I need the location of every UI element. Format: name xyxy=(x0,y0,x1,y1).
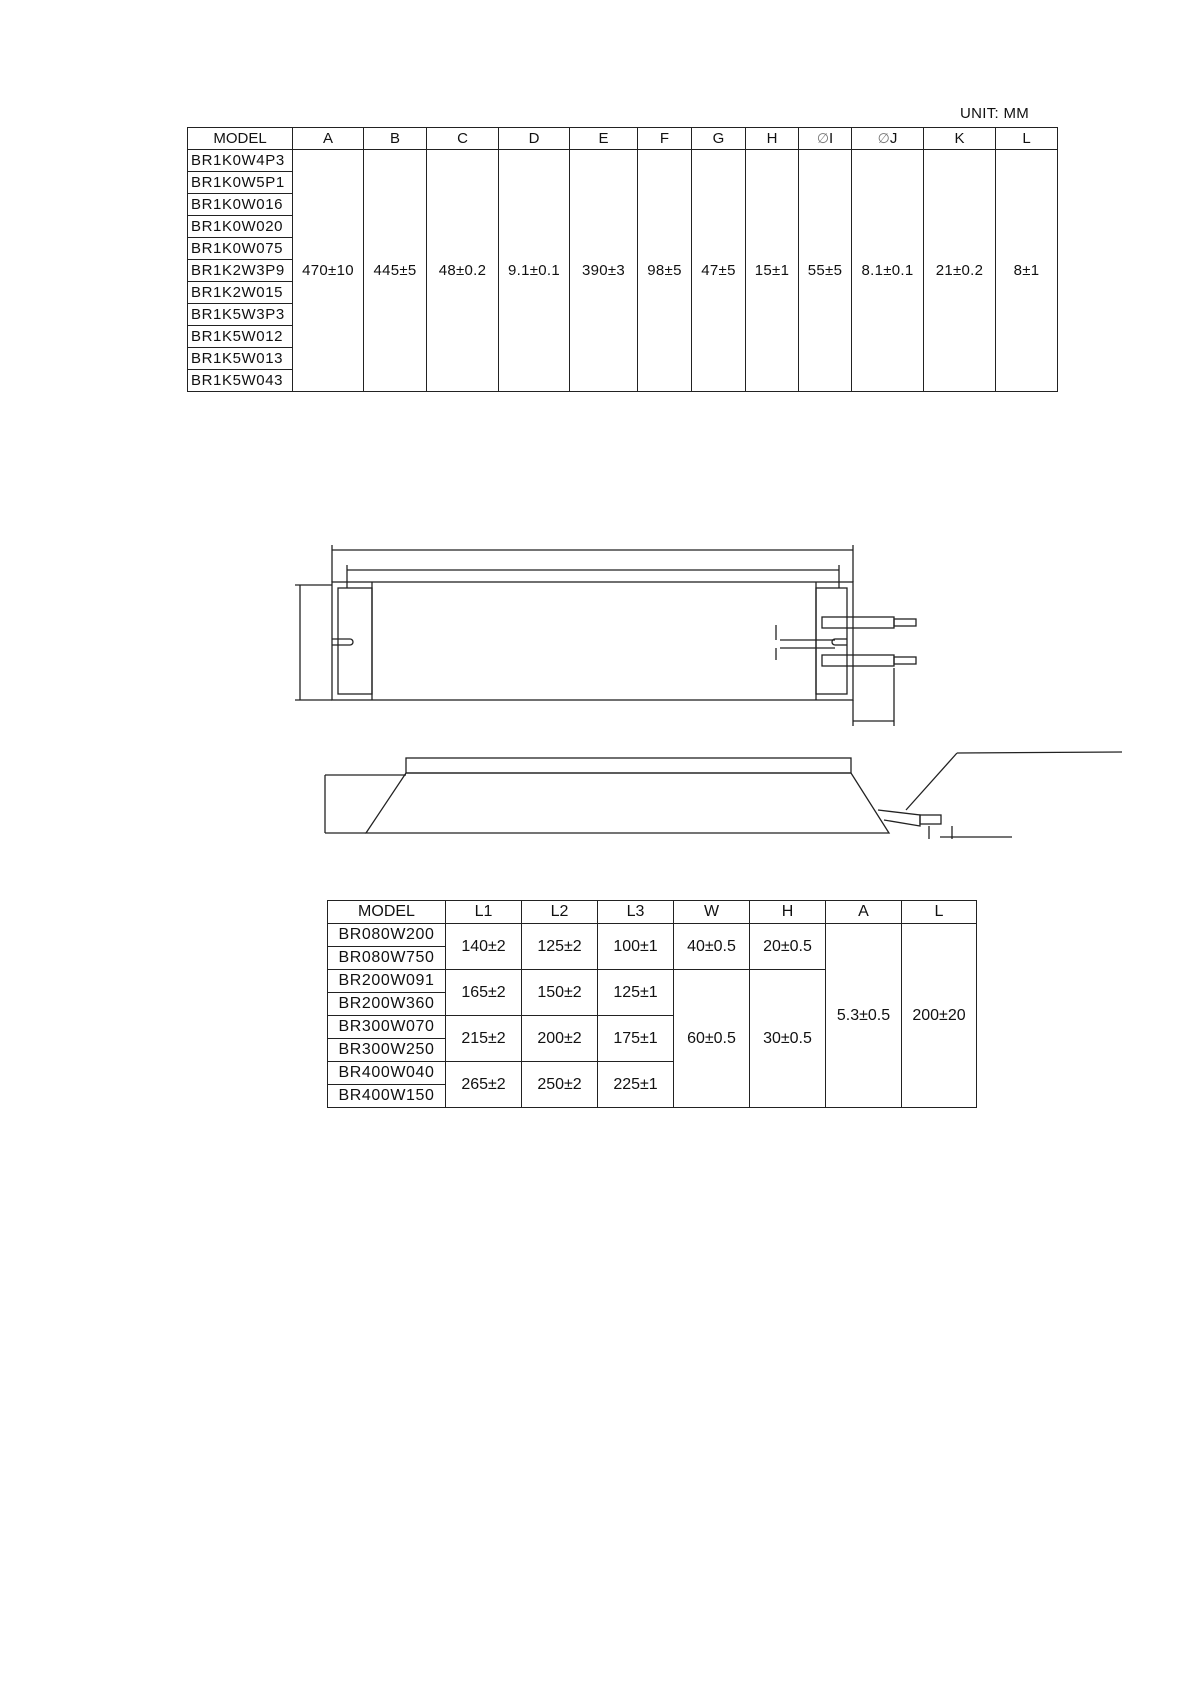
value-a: 470±10 xyxy=(293,150,364,392)
value-b: 445±5 xyxy=(364,150,427,392)
model-cell: BR1K5W043 xyxy=(188,370,293,392)
value-g: 47±5 xyxy=(692,150,746,392)
top-plate xyxy=(406,758,851,773)
value-l2: 150±2 xyxy=(522,970,598,1016)
header-h: H xyxy=(746,128,799,150)
value-l1: 140±2 xyxy=(446,924,522,970)
header-phi-j: ∅J xyxy=(852,128,924,150)
lead-tip-side xyxy=(920,815,941,824)
header-d: D xyxy=(499,128,570,150)
value-e: 390±3 xyxy=(570,150,638,392)
value-l3: 175±1 xyxy=(598,1016,674,1062)
diameter-symbol: ∅ xyxy=(877,130,890,146)
model-cell: BR1K2W015 xyxy=(188,282,293,304)
header-c: C xyxy=(427,128,499,150)
header-e: E xyxy=(570,128,638,150)
value-d: 9.1±0.1 xyxy=(499,150,570,392)
lead-wire-lower xyxy=(822,655,894,666)
value-c: 48±0.2 xyxy=(427,150,499,392)
model-cell: BR300W070 xyxy=(328,1016,446,1039)
model-cell: BR1K0W020 xyxy=(188,216,293,238)
header-model: MODEL xyxy=(188,128,293,150)
value-phi-j: 8.1±0.1 xyxy=(852,150,924,392)
header-h: H xyxy=(750,901,826,924)
value-l3: 100±1 xyxy=(598,924,674,970)
unit-label: UNIT: MM xyxy=(960,105,1030,122)
model-cell: BR200W091 xyxy=(328,970,446,993)
value-a: 5.3±0.5 xyxy=(826,924,902,1108)
value-l1: 265±2 xyxy=(446,1062,522,1108)
value-l: 8±1 xyxy=(996,150,1058,392)
leader-line xyxy=(906,753,957,810)
header-w: W xyxy=(674,901,750,924)
header-l: L xyxy=(902,901,977,924)
spec-table-small-resistors xyxy=(327,900,977,1108)
header-a: A xyxy=(826,901,902,924)
left-slot-end xyxy=(350,639,353,645)
top-view xyxy=(295,545,916,726)
value-l2: 200±2 xyxy=(522,1016,598,1062)
header-l3: L3 xyxy=(598,901,674,924)
header-k: K xyxy=(924,128,996,150)
model-cell: BR1K0W075 xyxy=(188,238,293,260)
value-k: 21±0.2 xyxy=(924,150,996,392)
header-f: F xyxy=(638,128,692,150)
value-w: 40±0.5 xyxy=(674,924,750,970)
header-g: G xyxy=(692,128,746,150)
header-model: MODEL xyxy=(328,901,446,924)
lead-tip-upper xyxy=(894,619,916,626)
diameter-symbol: ∅ xyxy=(816,130,830,146)
value-f: 98±5 xyxy=(638,150,692,392)
header-a: A xyxy=(293,128,364,150)
value-l: 200±20 xyxy=(902,924,977,1108)
left-end-bracket xyxy=(338,588,372,694)
value-l1: 165±2 xyxy=(446,970,522,1016)
model-cell: BR1K0W016 xyxy=(188,194,293,216)
lead-wire-side xyxy=(878,810,920,826)
model-cell: BR080W200 xyxy=(328,924,446,947)
header-l1: L1 xyxy=(446,901,522,924)
header-phi-i: ∅I xyxy=(799,128,852,150)
model-cell: BR300W250 xyxy=(328,1039,446,1062)
lead-wire-upper xyxy=(822,617,894,628)
value-l2: 250±2 xyxy=(522,1062,598,1108)
model-cell: BR1K0W5P1 xyxy=(188,172,293,194)
model-cell: BR1K5W012 xyxy=(188,326,293,348)
table-row xyxy=(328,924,977,947)
model-cell: BR1K0W4P3 xyxy=(188,150,293,172)
model-cell: BR200W360 xyxy=(328,993,446,1016)
value-l1: 215±2 xyxy=(446,1016,522,1062)
header-l: L xyxy=(996,128,1058,150)
model-cell: BR080W750 xyxy=(328,947,446,970)
model-cell: BR1K5W3P3 xyxy=(188,304,293,326)
side-view xyxy=(325,752,1122,839)
value-l3: 125±1 xyxy=(598,970,674,1016)
value-l3: 225±1 xyxy=(598,1062,674,1108)
trapezoid-body xyxy=(366,773,889,833)
value-l2: 125±2 xyxy=(522,924,598,970)
value-h: 20±0.5 xyxy=(750,924,826,970)
header-b: B xyxy=(364,128,427,150)
lead-tip-lower xyxy=(894,657,916,664)
model-cell: BR400W040 xyxy=(328,1062,446,1085)
model-cell: BR1K2W3P9 xyxy=(188,260,293,282)
header-l2: L2 xyxy=(522,901,598,924)
model-cell: BR1K5W013 xyxy=(188,348,293,370)
value-w: 60±0.5 xyxy=(674,970,750,1108)
value-h: 15±1 xyxy=(746,150,799,392)
table-header-row xyxy=(328,901,977,924)
value-h: 30±0.5 xyxy=(750,970,826,1108)
value-phi-i: 55±5 xyxy=(799,150,852,392)
leader-line xyxy=(957,752,1122,753)
body-outline xyxy=(332,582,853,700)
model-cell: BR400W150 xyxy=(328,1085,446,1108)
